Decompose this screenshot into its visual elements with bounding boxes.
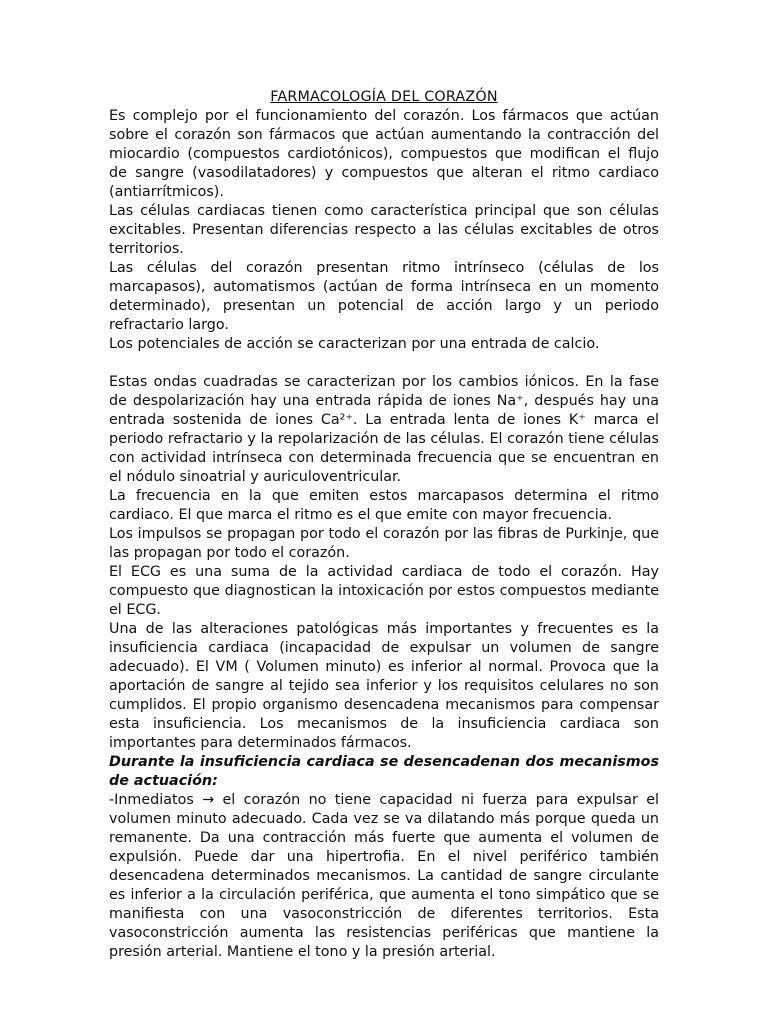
paragraph-calcium: Los potenciales de acción se caracterizan por una entrada de calcio. (109, 336, 600, 352)
paragraph-immediate-mechanisms: -Inmediatos → el corazón no tiene capacidad ni fuerza para expulsar el volumen minuto adecuado. Cada vez se va dilatando más porque queda un remanente. Da una contracción más fuerte que aumenta el volumen de expulsión. Puede dar una hipertrofia. En el nivel periférico también desencadena determinados mecanismos. La cantidad de sangre circulante es inferior a la circulación periférica, que aumenta el tono simpático que se manifiesta con una vasoconstricción de diferentes territorios. Esta vasoconstricción aumenta las resistencias periféricas que mantiene la presión arterial. Mantiene el tono y la presión arterial. (109, 792, 659, 960)
paragraph-pacemaker-frequency: La frecuencia en la que emiten estos marcapasos determina el ritmo cardiaco. El que marca el ritmo es el que emite con mayor frecuencia. (109, 488, 659, 523)
document-page (109, 88, 659, 962)
paragraph-ecg: El ECG es una suma de la actividad cardiaca de todo el corazón. Hay compuesto que diagnostican la intoxicación por estos compuestos mediante el ECG. (109, 564, 659, 618)
page-title: FARMACOLOGÍA DEL CORAZÓN (270, 89, 498, 105)
paragraph-ionic-changes: Estas ondas cuadradas se caracterizan por los cambios iónicos. En la fase de despolarización hay una entrada rápida de iones Na⁺, después hay una entrada sostenida de iones Ca²⁺. La entrada lenta de iones K⁺ marca el periodo refractario y la repolarización de las células. El corazón tiene células con actividad intrínseca con determinada frecuencia que se encuentran en el nódulo sinoatrial y auriculoventricular. (109, 374, 659, 485)
paragraph-intro: Es complejo por el funcionamiento del corazón. Los fármacos que actúan sobre el corazón son fármacos que actúan aumentando la contracción del miocardio (compuestos cardiotónicos), compuestos que modifican el flujo de sangre (vasodilatadores) y compuestos que alteran el ritmo cardiaco (antiarrítmicos). (109, 108, 659, 200)
paragraph-purkinje: Los impulsos se propagan por todo el corazón por las fibras de Purkinje, que las propagan por todo el corazón. (109, 526, 659, 561)
section-heading-mechanisms: Durante la insuficiencia cardiaca se desencadenan dos mecanismos de actuación: (109, 754, 659, 789)
paragraph-excitable-cells: Las células cardiacas tienen como característica principal que son células excitables. Presentan diferencias respecto a las células excitables de otros territorios. (109, 203, 659, 257)
paragraph-heart-failure: Una de las alteraciones patológicas más importantes y frecuentes es la insuficiencia cardiaca (incapacidad de expulsar un volumen de sangre adecuado). El VM ( Volumen minuto) es inferior al normal. Provoca que la aportación de sangre al tejido sea inferior y los requisitos celulares no son cumplidos. El propio organismo desencadena mecanismos para compensar esta insuficiencia. Los mecanismos de la insuficiencia cardiaca son importantes para determinados fármacos. (109, 621, 659, 751)
paragraph-spacer (109, 354, 659, 373)
paragraph-intrinsic-rhythm: Las células del corazón presentan ritmo intrínseco (células de los marcapasos), automatismos (actúan de forma intrínseca en un momento determinado), presentan un potencial de acción largo y un periodo refractario largo. (109, 260, 659, 333)
